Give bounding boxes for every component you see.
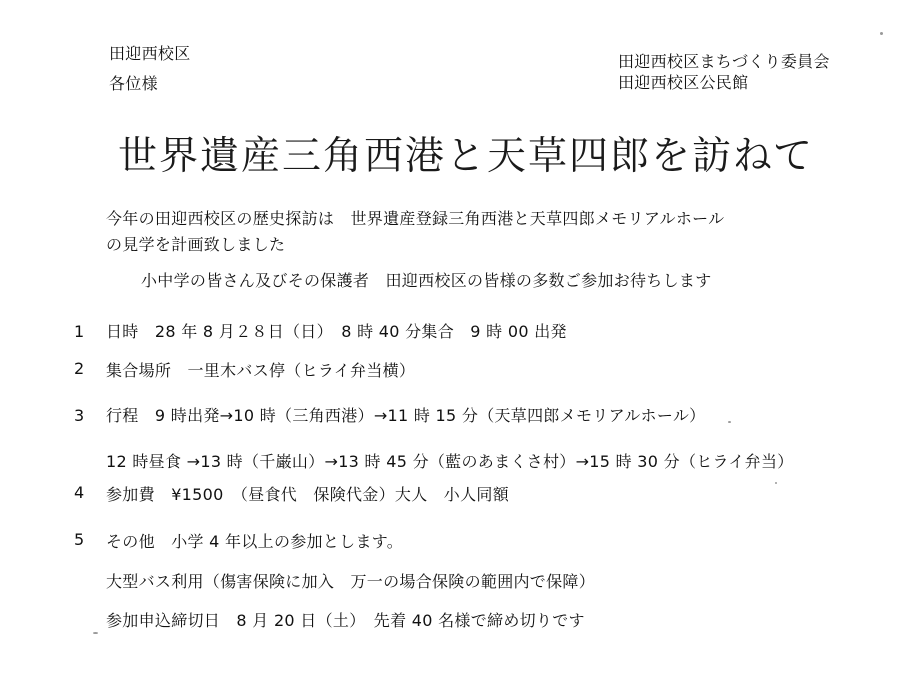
sender-committee: 田迎西校区まちづくり委員会 (618, 52, 830, 71)
item-1-datetime: 日時 28 年 8 月２８日（日） 8 時 40 分集合 9 時 00 出発 (106, 322, 567, 341)
addressee-district: 田迎西校区 (109, 44, 191, 63)
scan-speck (880, 32, 883, 35)
intro-line-2: の見学を計画致しました (106, 235, 286, 254)
item-1-number: 1 (74, 322, 85, 341)
item-5-other: その他 小学 4 年以上の参加とします。 (106, 532, 404, 551)
item-3-itinerary: 行程 9 時出発→10 時（三角西港）→11 時 15 分（天草四郎メモリアルホール） (106, 406, 706, 425)
addressee-honorific: 各位様 (109, 74, 158, 93)
item-5-deadline: 参加申込締切日 8 月 20 日（土） 先着 40 名様で締め切りです (106, 611, 585, 630)
item-5-number: 5 (74, 530, 85, 549)
page-title: 世界遺産三角西港と天草四郎を訪ねて (118, 134, 815, 179)
intro-line-3: 小中学の皆さん及びその保護者 田迎西校区の皆様の多数ご参加お待ちします (141, 271, 712, 290)
item-4-number: 4 (74, 483, 85, 502)
intro-line-1: 今年の田迎西校区の歴史探訪は 世界遺産登録三角西港と天草四郎メモリアルホール (106, 209, 725, 228)
sender-hall: 田迎西校区公民館 (618, 73, 749, 92)
item-3-number: 3 (74, 406, 85, 425)
scan-speck (93, 632, 98, 634)
item-2-number: 2 (74, 359, 85, 378)
scan-speck (775, 482, 777, 484)
scan-speck (728, 421, 731, 423)
item-3-itinerary-cont: 12 時昼食 →13 時（千巌山）→13 時 45 分（藍のあまくさ村）→15 時 30 分（ヒライ弁当） (106, 452, 794, 471)
item-4-fee: 参加費 ¥1500 （昼食代 保険代金）大人 小人同額 (106, 485, 509, 504)
item-2-meeting-place: 集合場所 一里木バス停（ヒライ弁当横） (106, 361, 416, 380)
item-5-bus: 大型バス利用（傷害保険に加入 万一の場合保険の範囲内で保障） (106, 572, 596, 591)
